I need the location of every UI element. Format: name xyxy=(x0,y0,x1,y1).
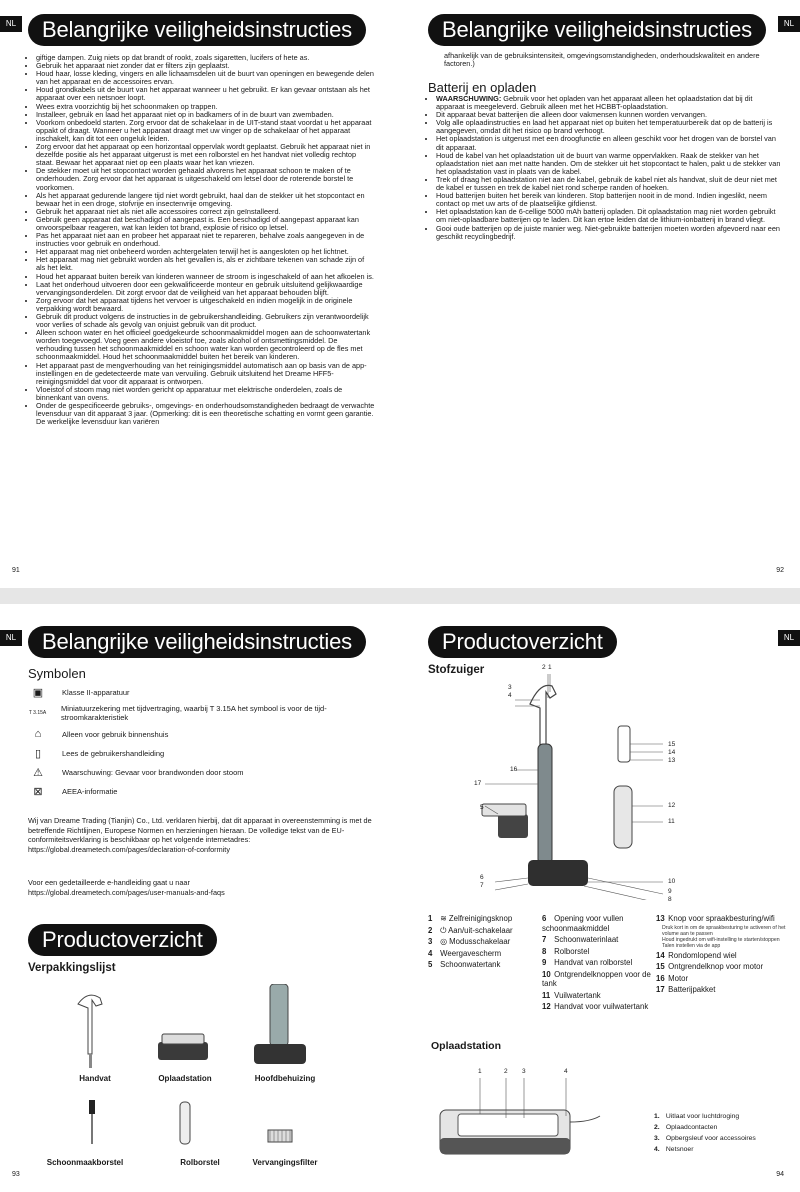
callout-15: 15 xyxy=(668,741,676,748)
callout-6: 6 xyxy=(480,874,484,881)
callout-12: 12 xyxy=(668,802,676,809)
bullet-item: • Gooi oude batterijen op de juiste manier weg. Niet-gebruikte batterijen moeten worden afgevoerd naar een geschikt recyclingbedrijf. xyxy=(436,225,782,241)
callout-3: 3 xyxy=(508,684,512,691)
bullet-item: • Volg alle oplaadinstructies en laad het apparaat niet op buiten het temperatuurbereik dat op de batterij is aangegeven, omdat dit het risico op brand verhoogt. xyxy=(436,119,782,135)
bullet-item: • Het apparaat mag niet onbeheerd worden achtergelaten terwijl het is aangesloten op het lichtnet. xyxy=(36,248,375,256)
legend-item xyxy=(654,1134,794,1143)
page-number: 92 xyxy=(776,567,784,574)
station-callout-2: 2 xyxy=(504,1068,508,1075)
legend-item xyxy=(542,914,654,933)
overview-title: Productoverzicht xyxy=(28,924,217,956)
callout-13: 13 xyxy=(668,757,676,764)
symbol-row xyxy=(28,783,378,799)
bullet-item: • Het oplaadstation is uitgerust met een droogfunctie en alleen geschikt voor het drogen van de borstel van dit apparaat. xyxy=(436,135,782,151)
legend-item xyxy=(654,1123,794,1132)
packing-heading: Verpakkingslijst xyxy=(28,962,116,974)
legend-number: 3. xyxy=(654,1135,660,1142)
declaration-text: Wij van Dreame Trading (Tianjin) Co., Ltd. verklaren hierbij, dat dit apparaat in overeenstemming is met de betreffende Richtlijnen, Europese Normen en herzieningen hieraan. De volledige tekst van de EU-conformiteitsverklaring is beschikbaar op het volgende internetadres: https://global.dreametech.com/pages/declaration-of-conformity xyxy=(28,816,372,854)
legend-text: Ontgrendelknoppen voor de tank xyxy=(542,969,651,988)
station-callout-3: 3 xyxy=(522,1068,526,1075)
callout-10: 10 xyxy=(668,878,676,885)
symbol-text: Waarschuwing: Gevaar voor brandwonden door stoom xyxy=(62,767,244,777)
fuse-icon: T 3.15A xyxy=(28,710,47,716)
legend-text: Handvat voor vuilwatertank xyxy=(554,1002,649,1011)
symbol-row xyxy=(28,764,378,780)
legend-number: 1 xyxy=(428,914,433,923)
legend-text: Aan/uit-schakelaar xyxy=(448,925,513,935)
bullet-item: • Wees extra voorzichtig bij het schoonmaken op trappen. xyxy=(36,103,375,111)
bullet-item: • Houd grondkabels uit de buurt van het apparaat wanneer u het gebruikt. Er kan gevaar ontstaan als het apparaat over een netsnoer loopt. xyxy=(36,86,375,102)
bullet-item: • Onder de gespecificeerde gebruiks-, omgevings- en onderhoudsomstandigheden bedraagt de verwachte levensduur van dit apparaat 3 jaar. (Opmerking: dit is een theoretische schatting en vormt geen garantie. De werkelijke levensduur kan variëren xyxy=(36,402,375,426)
manual-link[interactable]: https://global.dreametech.com/pages/user-manuals-and-faqs xyxy=(28,888,225,897)
legend-text: Vuilwatertank xyxy=(554,990,601,1000)
page-94 xyxy=(400,604,800,1192)
legend-number: 16 xyxy=(656,973,665,983)
page-title: Belangrijke veiligheidsinstructies xyxy=(428,14,766,46)
packing-illustrations xyxy=(0,984,400,1184)
page-93 xyxy=(0,604,400,1192)
callout-9: 9 xyxy=(668,888,672,895)
callout-11: 11 xyxy=(668,818,675,825)
symbols-list xyxy=(28,684,378,802)
bullet-item: • Het apparaat mag niet gebruikt worden als het gevallen is, als er zichtbare tekenen van schade zijn of als het lekt. xyxy=(36,256,375,272)
symbol-text: Lees de gebruikershandleiding xyxy=(62,748,165,758)
legend-note: Druk kort in om de spraakbesturing te activeren of het volume aan te passen xyxy=(662,924,786,937)
read-manual-icon: ▯ xyxy=(34,747,42,760)
bullet-item: • Het apparaat past de mengverhouding van het reinigingsmiddel automatisch aan op basis van de app-instellingen en de gedetecteerde mate van vervuiling. Gebruik uitsluitend het Dreame HFF5-reinigingsmiddel dat voor dit apparaat is ontworpen. xyxy=(36,362,375,386)
bullet-item: • Vloeistof of stoom mag niet worden gericht op apparatuur met elektrische onderdelen, zoals de binnenkant van ovens. xyxy=(36,386,375,402)
legend-number: 8 xyxy=(542,946,547,956)
symbol-row xyxy=(28,745,378,761)
safety-list xyxy=(10,54,375,426)
legend-text: Ontgrendelknop voor motor xyxy=(668,962,764,971)
legend-number: 5 xyxy=(428,960,433,969)
legend-item xyxy=(428,960,538,970)
bullet-item: • Trek of draag het oplaadstation niet aan de kabel, gebruik de kabel niet als handvat, sluit de deur niet met de kabel er tussen en trek de kabel niet rond scherpe randen of hoeken. xyxy=(436,176,782,192)
legend-text: Rolborstel xyxy=(554,946,590,956)
symbols-heading: Symbolen xyxy=(28,666,86,681)
page-number: 91 xyxy=(12,567,20,574)
symbol-text: Klasse II-apparatuur xyxy=(62,687,130,697)
section-heading: Batterij en opladen xyxy=(428,80,537,95)
legend-col-1 xyxy=(428,914,538,972)
legend-number: 6 xyxy=(542,914,547,923)
bullet-item: • Houd batterijen buiten het bereik van kinderen. Stop batterijen nooit in de mond. Indien ingeslikt, neem contact op met uw arts of de plaatselijke gifdienst. xyxy=(436,192,782,208)
symbol-text: Miniatuurzekering met tijdvertraging, waarbij T 3.15A het symbool is voor de tijd-stroomkarakteristiek xyxy=(61,704,327,722)
legend-item xyxy=(654,1112,794,1121)
legend-item xyxy=(542,958,654,968)
callout-5: 5 xyxy=(480,804,484,811)
legend-text: Netsnoer xyxy=(665,1146,694,1153)
legend-number: 2. xyxy=(654,1124,660,1131)
legend-text: Uitlaat voor luchtdroging xyxy=(665,1113,740,1120)
bullet-item: • Installeer, gebruik en laad het apparaat niet op in badkamers of in de buurt van zwembaden. xyxy=(36,111,375,119)
legend-item xyxy=(542,991,654,1001)
legend-number: 1. xyxy=(654,1113,660,1120)
packing-item-label: Hoofdbehuizing xyxy=(254,1074,316,1083)
legend-item xyxy=(428,937,538,947)
legend-item xyxy=(656,985,796,995)
replacement-filter-illustration xyxy=(268,1130,292,1142)
bullet-item: • Houd haar, losse kleding, vingers en alle lichaamsdelen uit de buurt van openingen en bewegende delen van het apparaat en de accessoires ervan. xyxy=(36,70,375,86)
station-callout-4: 4 xyxy=(564,1068,568,1075)
class-ii-icon: ▣ xyxy=(32,686,44,699)
legend-number: 12 xyxy=(542,1002,551,1011)
legend-number: 10 xyxy=(542,969,551,979)
main-body-illustration xyxy=(254,984,306,1064)
callout-14: 14 xyxy=(668,749,676,756)
legend-number: 9 xyxy=(542,958,547,967)
legend-col-2 xyxy=(542,914,654,1014)
symbol-row xyxy=(28,703,378,723)
manual-line-1: Voor een gedetailleerde e-handleiding gaat u naar xyxy=(28,878,190,887)
legend-number: 17 xyxy=(656,985,665,994)
page-title: Productoverzicht xyxy=(428,626,617,658)
legend-text: Opening voor vullen schoonmaakmiddel xyxy=(542,914,624,933)
bullet-item: • Voorkom onbedoeld starten. Zorg ervoor dat de schakelaar in de UIT-stand staat voordat u het apparaat oppakt of draagt. Wanneer u het apparaat draagt met uw vinger op de schakelaar of het apparaat inschakelt, kan dit tot een ongeluk leiden. xyxy=(36,119,375,143)
cleaning-brush-illustration xyxy=(89,1100,95,1144)
legend-item xyxy=(542,970,654,989)
bullet-item: • Zorg ervoor dat het apparaat op een horizontaal oppervlak wordt geplaatst. Gebruik het apparaat niet in dezelfde positie als het apparaat uitgerust is met een rolborstel en het handvat niet volledig rechtop staat. Bewaar het apparaat niet op een plaats waar het kan vriezen. xyxy=(36,143,375,167)
legend-col-3: 13 Knop voor spraakbesturing/wifi Druk kort in om de spraakbesturing te activeren of het volume aan te passen Houd ingedrukt om wifi-instelling te starten/stoppen Talen instellen via de app 14 Rondomlopend wiel 15 Ontgrendelknop voor motor 16 Motor 17 Batterijpakket xyxy=(656,914,796,997)
bullet-item: • Gebruik geen apparaat dat beschadigd of aangepast is. Een beschadigd of aangepast apparaat kan onvoorspelbaar reageren, wat kan leiden tot brand, explosie of risico op letsel. xyxy=(36,216,375,232)
legend-number: 15 xyxy=(656,962,665,971)
vacuum-heading: Stofzuiger xyxy=(428,664,485,676)
callout-17: 17 xyxy=(474,780,482,787)
station-illustration xyxy=(430,1066,610,1162)
vacuum-illustration xyxy=(400,664,800,900)
self-clean-icon: ≋ xyxy=(440,914,449,923)
legend-item xyxy=(656,962,796,972)
battery-list xyxy=(410,95,782,241)
legend-text: Modusschakelaar xyxy=(449,937,511,946)
power-icon: ⏻ xyxy=(440,925,449,935)
callout-1: 1 xyxy=(548,664,552,671)
weee-bin-icon: ⊠ xyxy=(33,785,43,798)
packing-item-label: Rolborstel xyxy=(180,1158,220,1167)
legend-text: Zelfreinigingsknop xyxy=(448,914,513,923)
language-tag: NL xyxy=(778,630,800,646)
warning-text: Gebruik voor het opladen van het apparaat alleen het oplaadstation dat bij dit apparaat is meegeleverd. Gebruik alleen met het HCBBT-oplaadstation. xyxy=(436,94,753,112)
language-tag: NL xyxy=(0,16,22,32)
legend-text: Opbergsleuf voor accessoires xyxy=(665,1135,756,1142)
bullet-item xyxy=(436,95,782,111)
bullet-item: • De stekker moet uit het stopcontact worden gehaald alvorens het apparaat schoon te maken of te onderhouden. Zorg ervoor dat het apparaat is uitgeschakeld om letsel door de roterende borstel te voorkomen. xyxy=(36,167,375,191)
bullet-item: • Gebruik het apparaat niet als niet alle accessoires correct zijn geïnstalleerd. xyxy=(36,208,375,216)
language-tag: NL xyxy=(0,630,22,646)
handle-illustration xyxy=(78,995,102,1068)
legend-item xyxy=(428,926,538,936)
callout-7: 7 xyxy=(480,882,484,889)
legend-item xyxy=(542,1002,654,1012)
legend-text: Schoonwatertank xyxy=(440,960,501,969)
legend-item xyxy=(428,949,538,959)
warning-label: WAARSCHUWING: xyxy=(436,94,502,103)
spread-top xyxy=(0,0,800,588)
callout-8: 8 xyxy=(668,896,672,903)
legend-text: Handvat van rolborstel xyxy=(554,958,633,967)
mode-icon: ◎ xyxy=(440,937,450,946)
station-legend xyxy=(654,1112,794,1156)
legend-number: 3 xyxy=(428,937,433,946)
station-heading: Oplaadstation xyxy=(431,1040,502,1052)
bullet-item: • Als het apparaat gedurende langere tijd niet wordt gebruikt, haal dan de stekker uit het stopcontact en bewaar het in een droge, stofvrije en insectenvrije omgeving. xyxy=(36,192,375,208)
page-title: Belangrijke veiligheidsinstructies xyxy=(28,626,366,658)
page-title: Belangrijke veiligheidsinstructies xyxy=(28,14,366,46)
legend-text: Oplaadcontacten xyxy=(665,1124,718,1131)
legend-item-13: Knop voor spraakbesturing/wifi xyxy=(668,914,775,923)
legend-text: Motor xyxy=(668,973,689,983)
legend-number: 2 xyxy=(428,925,433,935)
legend-text: Rondomlopend wiel xyxy=(668,950,737,960)
symbol-text: Alleen voor gebruik binnenshuis xyxy=(62,729,169,739)
legend-item xyxy=(654,1145,794,1154)
indoor-use-icon: ⌂ xyxy=(34,728,42,740)
legend-number: 4. xyxy=(654,1146,660,1153)
bullet-item: • Gebruik het apparaat niet zonder dat er filters zijn geplaatst. xyxy=(36,62,375,70)
legend-number: 7 xyxy=(542,935,547,944)
page-number: 93 xyxy=(12,1171,20,1178)
legend-number: 4 xyxy=(428,948,433,958)
legend-text: Schoonwaterinlaat xyxy=(554,935,619,944)
bullet-item: • Zorg ervoor dat het apparaat tijdens het vervoer is uitgeschakeld en indien mogelijk in de originele verpakking wordt bewaard. xyxy=(36,297,375,313)
bullet-item: • Het oplaadstation kan de 6-cellige 5000 mAh batterij opladen. Dit oplaadstation mag niet worden gebruikt om niet-oplaadbare batterijen op te laden. Dit kan ertoe leiden dat de lithium-ionbatterij in brand vliegt. xyxy=(436,208,782,224)
bullet-item: • Houd de kabel van het oplaadstation uit de buurt van warme oppervlakken. Raak de stekker van het oplaadstation niet aan met natte handen. Om de stekker uit het stopcontact te halen, pakt u de stekker van het oplaadstation vast in plaats van de kabel. xyxy=(436,152,782,176)
charging-station-illustration xyxy=(158,1034,208,1060)
packing-item-label: Oplaadstation xyxy=(158,1074,212,1083)
bullet-item: • Dit apparaat bevat batterijen die alleen door vakmensen kunnen worden vervangen. xyxy=(436,111,782,119)
station-callout-1: 1 xyxy=(478,1068,482,1075)
callout-4: 4 xyxy=(508,692,512,699)
legend-text: Weergavescherm xyxy=(440,948,502,958)
spread-bottom xyxy=(0,604,800,1192)
bullet-item: • Alleen schoon water en het officieel goedgekeurde schoonmaakmiddel mogen aan de schoonwatertank worden toegevoegd. Voeg geen andere vloeistof toe, zoals alcohol of ontsmettingsmiddel. De verhouding tussen het schoonmaakmiddel en schoon water kan worden gecontroleerd op de fles met schoonmaakmiddel. Houd het schoonmaakmiddel buiten het bereik van kinderen. xyxy=(36,329,375,361)
hot-steam-warning-icon: ⚠ xyxy=(33,766,43,779)
legend-item xyxy=(428,914,538,924)
bullet-item: • Pas het apparaat niet aan en probeer het apparaat niet te repareren, behalve zoals aangegeven in de instructies voor gebruik en onderhoud. xyxy=(36,232,375,248)
legend-item xyxy=(656,974,796,984)
callout-2: 2 xyxy=(542,664,546,671)
legend-number: 11 xyxy=(542,990,551,1000)
legend-text: Batterijpakket xyxy=(668,985,716,994)
symbol-row xyxy=(28,684,378,700)
legend-note: Houd ingedrukt om wifi-instelling te starten/stoppen xyxy=(662,936,780,943)
page-number: 94 xyxy=(776,1171,784,1178)
legend-item xyxy=(542,935,654,945)
packing-item-label: Schoonmaakborstel xyxy=(46,1158,124,1167)
symbol-text: AEEA-informatie xyxy=(62,786,118,796)
legend-item xyxy=(542,947,654,957)
language-tag: NL xyxy=(778,16,800,32)
callout-16: 16 xyxy=(510,766,518,773)
intro-text: afhankelijk van de gebruiksintensiteit, omgevingsomstandigheden, onderhoudskwaliteit en andere factoren.) xyxy=(444,51,760,69)
bullet-item: • Houd het apparaat buiten bereik van kinderen wanneer de stroom is ingeschakeld of aan het afkoelen is. xyxy=(36,273,375,281)
page-91 xyxy=(0,0,400,588)
bullet-item: • Laat het onderhoud uitvoeren door een gekwalificeerde monteur en gebruik uitsluitend gelijkwaardige vervangingsonderdelen. Dit zorgt ervoor dat de veiligheid van het apparaat behouden blijft. xyxy=(36,281,375,297)
bullet-item: • Gebruik dit product volgens de instructies in de gebruikershandleiding. Gebruikers zijn verantwoordelijk voor verlies of schade als gevolg van onjuist gebruik van dit product. xyxy=(36,313,375,329)
roller-brush-illustration xyxy=(180,1102,190,1144)
legend-note: Talen instellen via de app xyxy=(662,942,721,949)
packing-item-label: Vervangingsfilter xyxy=(252,1158,318,1167)
page-92 xyxy=(400,0,800,588)
legend-number: 14 xyxy=(656,950,665,960)
legend-item xyxy=(656,951,796,961)
bullet-item: • giftige dampen. Zuig niets op dat brandt of rookt, zoals sigaretten, lucifers of hete as. xyxy=(36,54,375,62)
symbol-row xyxy=(28,726,378,742)
packing-item-label: Handvat xyxy=(79,1074,111,1083)
